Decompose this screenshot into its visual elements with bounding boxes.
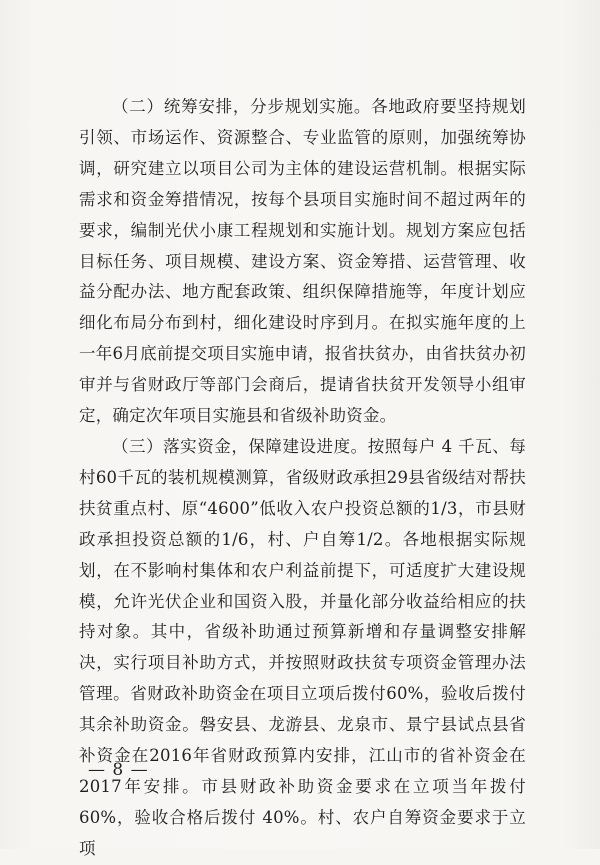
paragraph-section-2: （二）统筹安排，分步规划实施。各地政府要坚持规划引领、市场运作、资源整合、专业监管的原则，加强统筹协调，研究建立以项目公司为主体的建设运营机制。根据实际需求和资金筹措情况，按每个县项目实施时间不超过两年的要求，编制光伏小康工程规划和实施计划。规划方案应包括目标任务、项目规模、建设方案、资金筹措、运营管理、收益分配办法、地方配套政策、组织保障措施等，年度计划应细化布局分布到村，细化建设时序到月。在拟实施年度的上一年6月底前提交项目实施申请，报省扶贫办，由省扶贫办初审并与省财政厅等部门会商后，提请省扶贫开发领导小组审定，确定次年项目实施县和省级补助资金。 xyxy=(79,97,526,426)
page-number: — 8 — xyxy=(88,760,149,780)
paragraph-section-3: （三）落实资金，保障建设进度。按照每户 4 千瓦、每村60千瓦的装机规模测算，省级财政承担29县省级结对帮扶扶贫重点村、原“4600”低收入农户投资总额的1/3，市县财政承担投资总额的1/6，村、户自筹1/2。各地根据实际规划，在不影响村集体和农户利益前提下，可适度扩大建设规模，允许光伏企业和国资入股，并量化部分收益给相应的扶持对象。其中，省级补助通过预算新增和存量调整安排解决，实行项目补助方式，并按照财政扶贫专项资金管理办法管理。省财政补助资金在项目立项后拨付60%，验收后拨付其余补助资金。磐安县、龙游县、龙泉市、景宁县试点县省补资金在2016年省财政预算内安排，江山市的省补资金在2017年安排。市县财政补助资金要求在立项当年拨付 60%，验收合格后拨付 40%。村、农户自筹资金要求于立项 xyxy=(79,436,526,858)
document-body xyxy=(79,92,526,865)
